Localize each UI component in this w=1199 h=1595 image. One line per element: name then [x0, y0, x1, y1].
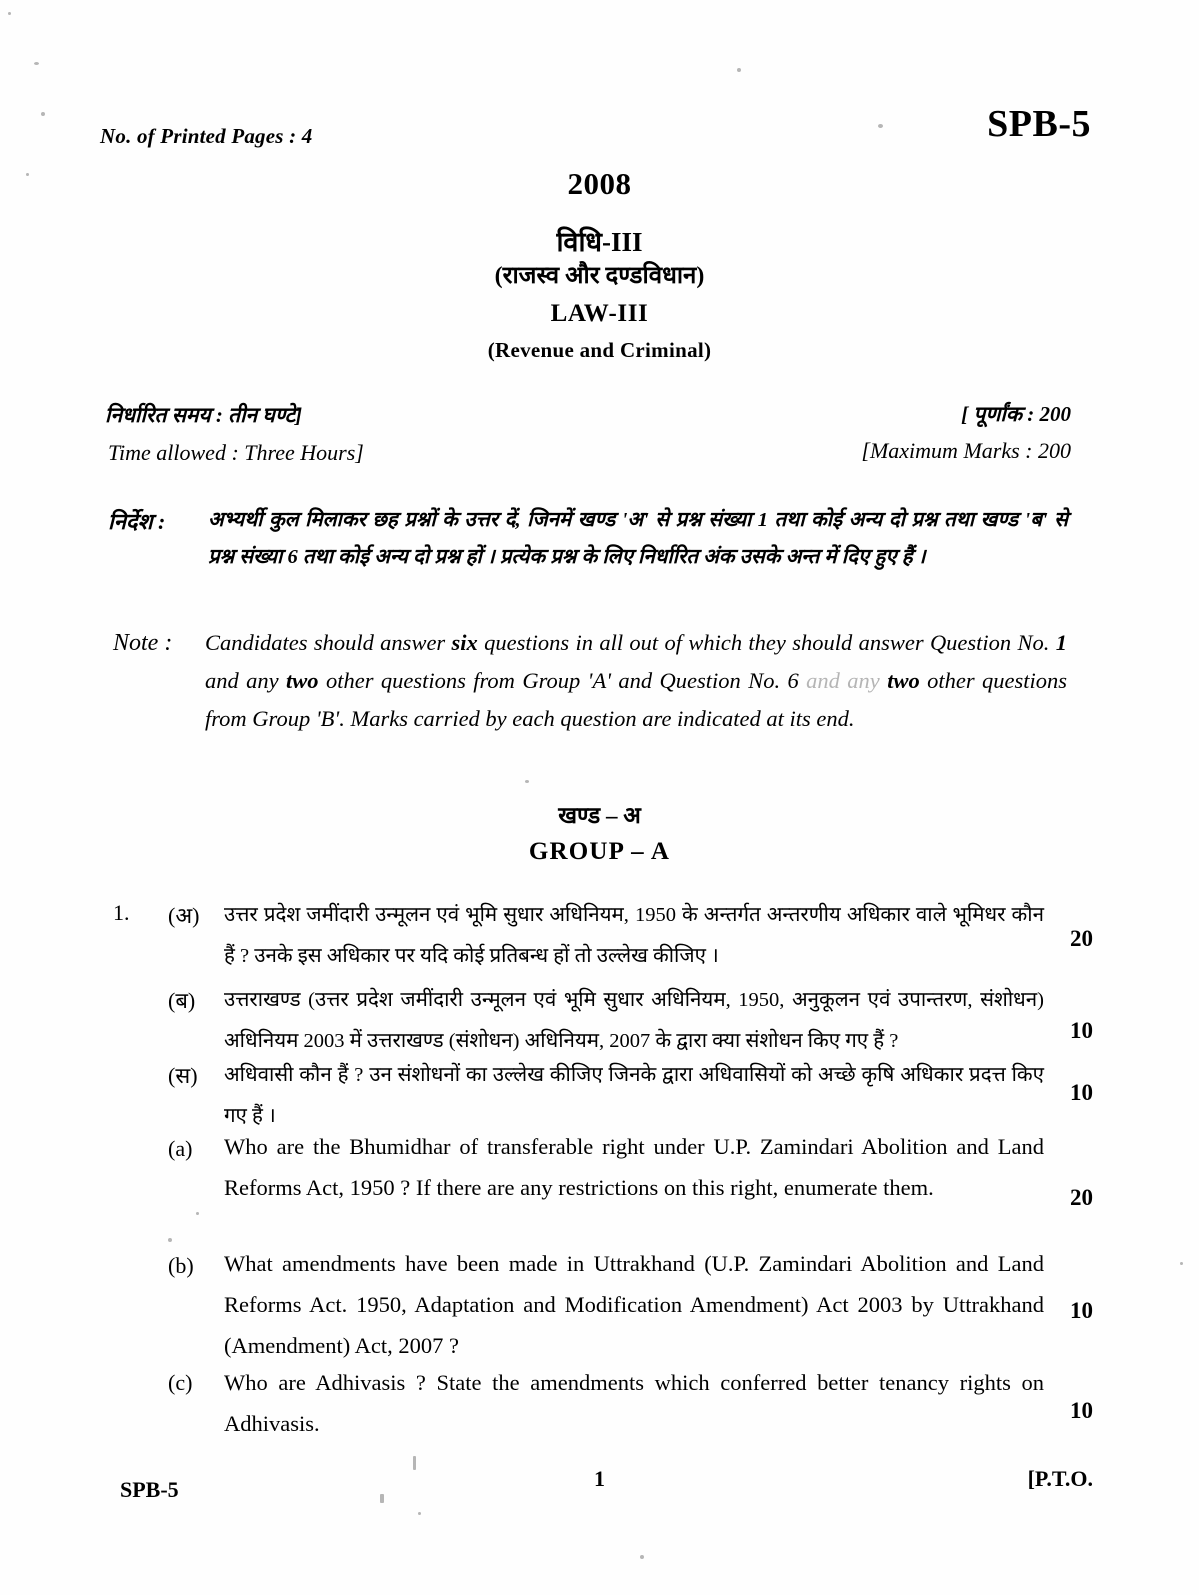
subject-title-hindi: विधि-III — [556, 227, 643, 257]
question-1-part-a-en-marks: 20 — [1070, 1185, 1093, 1210]
maximum-marks-hindi: [ पूर्णांक : 200 — [961, 402, 1071, 426]
question-1-part-b-text: उत्तराखण्ड (उत्तर प्रदेश जमींदारी उन्मूलन एवं भूमि सुधार अधिनियम, 1950, अनुकूलन एवं उपान्तरण, संशोधन) अधिनियम 2003 में उत्तराखण्ड (संशोधन) अधिनियम, 2007 के द्वारा क्या संशोधन किए गए हैं ? — [224, 989, 1044, 1052]
note-emphasis-two: two — [286, 668, 319, 693]
subject-subtitle-hindi: (राजस्व और दण्डविधान) — [494, 263, 705, 289]
note-segment: other questions from Group 'B'. Marks carried by each question are indicated at its end. — [205, 668, 1067, 731]
scan-speckle — [737, 68, 741, 72]
question-1-part-c-marks: 10 — [1070, 1080, 1093, 1105]
group-a-heading-hindi: खण्ड – अ — [558, 803, 641, 828]
note-segment: other questions from Group 'A' and Question No. 6 — [318, 668, 807, 693]
subject-title-english: LAW-III — [550, 300, 649, 327]
question-1-part-c-en-label: (c) — [168, 1370, 193, 1395]
question-1-part-b-en-marks: 10 — [1070, 1298, 1093, 1323]
scan-speckle — [196, 1212, 199, 1215]
note-label-english: Note : — [113, 630, 173, 656]
note-emphasis-two-2: two — [887, 668, 920, 693]
question-1-part-c-label: (स) — [168, 1063, 198, 1088]
time-allowed-english: Time allowed : Three Hours] — [108, 440, 364, 465]
scan-speckle — [1180, 1262, 1183, 1265]
note-segment: questions in all out of which they should answer Question No. — [477, 630, 1056, 655]
scan-speckle — [168, 1238, 172, 1242]
question-1-part-a-marks: 20 — [1070, 926, 1093, 951]
footer-paper-code: SPB-5 — [120, 1477, 179, 1502]
scan-speckle — [41, 112, 45, 116]
printed-pages-label: No. of Printed Pages : 4 — [100, 124, 313, 148]
question-1-part-b-marks: 10 — [1070, 1018, 1093, 1043]
question-1-part-a-label: (अ) — [168, 903, 200, 928]
question-1-part-b-en-label: (b) — [168, 1253, 194, 1278]
note-text-english — [205, 624, 1067, 738]
footer-pto-label: [P.T.O. — [1027, 1466, 1093, 1491]
paper-code-header: SPB-5 — [987, 103, 1091, 145]
question-1-part-c-text: अधिवासी कौन हैं ? उन संशोधनों का उल्लेख कीजिए जिनके द्वारा अधिवासियों को अच्छे कृषि अधिकार प्रदत्त किए गए हैं । — [224, 1064, 1044, 1127]
note-segment: and any — [205, 668, 287, 693]
question-1-part-a-en-text: Who are the Bhumidhar of transferable right under U.P. Zamindari Abolition and Land Reforms Act, 1950 ? If there are any restrictions on this right, enumerate them. — [224, 1134, 1044, 1200]
scan-speckle — [380, 1494, 384, 1503]
question-1-part-b-label: (ब) — [168, 988, 196, 1013]
instruction-label-hindi: निर्देश : — [108, 509, 166, 534]
scan-speckle — [525, 780, 529, 783]
question-number-1: 1. — [113, 900, 130, 925]
footer-page-number: 1 — [594, 1466, 605, 1491]
scan-speckle — [878, 124, 883, 128]
note-faded-text: and any — [806, 668, 880, 693]
exam-year: 2008 — [567, 166, 632, 201]
scan-speckle — [8, 12, 11, 15]
group-a-heading-english: GROUP – A — [528, 838, 671, 865]
scan-speckle — [418, 1512, 421, 1515]
note-segment: Candidates should answer — [205, 630, 452, 655]
question-1-part-b-en-text: What amendments have been made in Uttrakhand (U.P. Zamindari Abolition and Land Reforms Act. 1950, Adaptation and Modification Amendment) Act 2003 by Uttrakhand (Amendment) Act, 2007 ? — [224, 1251, 1044, 1358]
note-emphasis-six: six — [451, 630, 478, 655]
time-allowed-hindi: निर्धारित समय : तीन घण्टे] — [105, 403, 303, 427]
scan-speckle — [640, 1555, 644, 1559]
subject-subtitle-english: (Revenue and Criminal) — [487, 338, 712, 362]
scan-speckle — [34, 62, 39, 65]
note-emphasis-one: 1 — [1055, 630, 1067, 655]
question-1-part-c-en-text: Who are Adhivasis ? State the amendments which conferred better tenancy rights on Adhivasis. — [224, 1370, 1044, 1436]
maximum-marks-english: [Maximum Marks : 200 — [861, 438, 1071, 463]
question-1-part-a-en-label: (a) — [168, 1136, 193, 1161]
instruction-text-hindi: अभ्यर्थी कुल मिलाकर छह प्रश्नों के उत्तर दें, जिनमें खण्ड 'अ' से प्रश्न संख्या 1 तथा कोई अन्य दो प्रश्न तथा खण्ड 'ब' से प्रश्न संख्या 6 तथा कोई अन्य दो प्रश्न हों । प्रत्येक प्रश्न के लिए निर्धारित अंक उसके अन्त में दिए हुए हैं । — [208, 509, 1068, 568]
question-1-part-c-en-marks: 10 — [1070, 1398, 1093, 1423]
question-1-part-a-text: उत्तर प्रदेश जमींदारी उन्मूलन एवं भूमि सुधार अधिनियम, 1950 के अन्तर्गत अन्तरणीय अधिकार वाले भूमिधर कौन हैं ? उनके इस अधिकार पर यदि कोई प्रतिबन्ध हों तो उल्लेख कीजिए । — [224, 904, 1044, 967]
